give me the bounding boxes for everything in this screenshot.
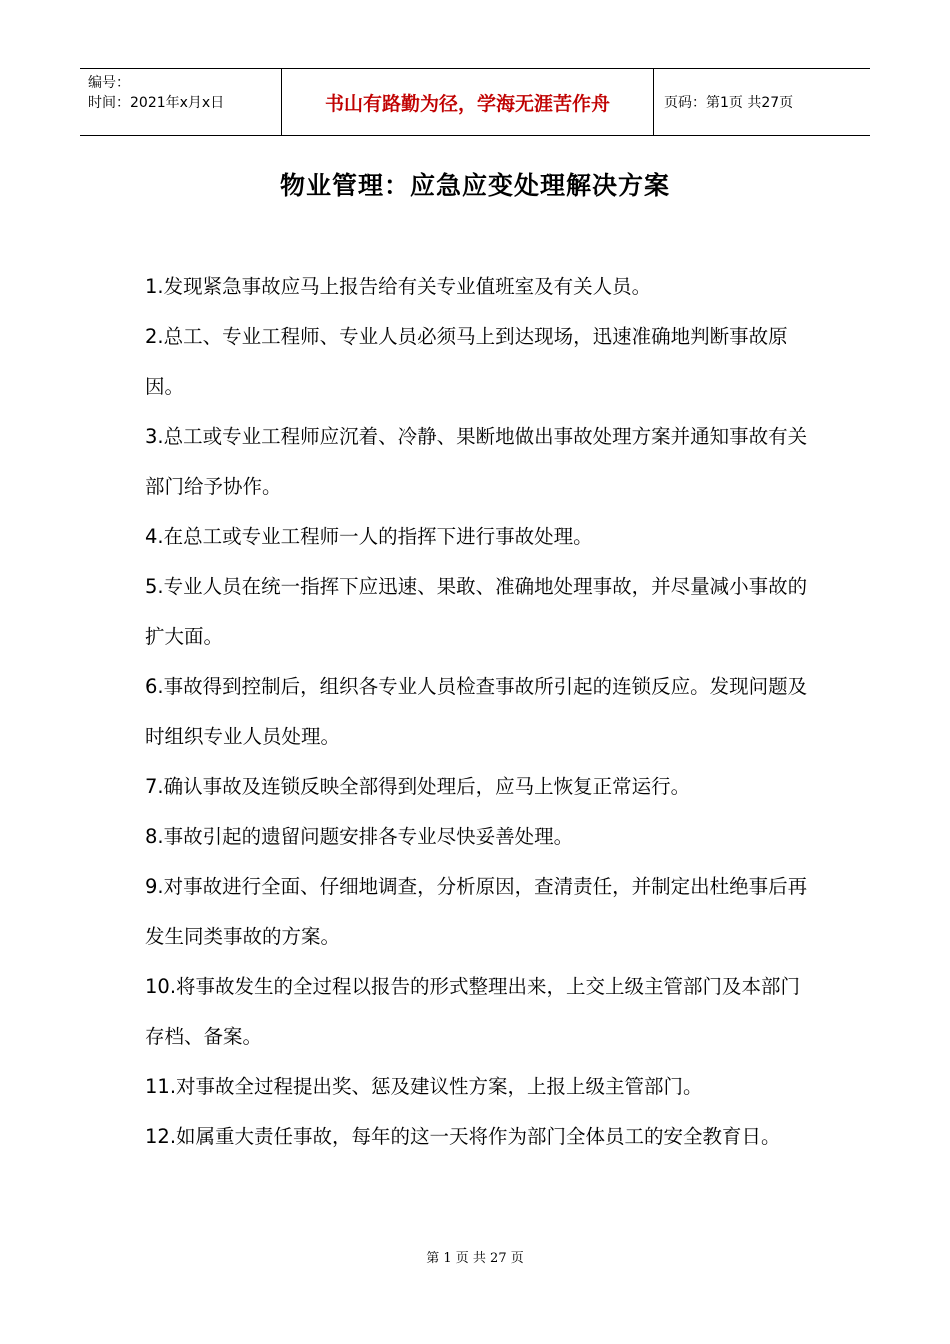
item-number: 4.: [145, 525, 164, 548]
list-item: [145, 262, 813, 312]
list-item: [145, 962, 813, 1062]
list-item: [145, 562, 813, 662]
item-number: 9.: [145, 875, 164, 898]
item-text: 对事故全过程提出奖、惩及建议性方案，上报上级主管部门。: [176, 1075, 703, 1098]
item-text: 发现紧急事故应马上报告给有关专业值班室及有关人员。: [163, 275, 652, 298]
item-text: 专业人员在统一指挥下应迅速、果敢、准确地处理事故，并尽量减小事故的扩大面。: [145, 575, 808, 648]
page-footer: 第 1 页 共 27 页: [426, 1251, 524, 1266]
item-number: 8.: [145, 825, 164, 848]
item-number: 2.: [145, 325, 164, 348]
list-item: [145, 312, 813, 412]
list-item: [145, 812, 813, 862]
list-item: [145, 512, 813, 562]
item-text: 将事故发生的全过程以报告的形式整理出来，上交上级主管部门及本部门存档、备案。: [145, 975, 801, 1048]
list-item: [145, 1112, 813, 1162]
list-item: [145, 1062, 813, 1112]
document-header: [80, 68, 870, 136]
item-number: 10.: [145, 975, 177, 998]
document-title: 物业管理：应急应变处理解决方案: [279, 171, 670, 200]
item-number: 12.: [145, 1125, 177, 1148]
document-body: [145, 262, 813, 1162]
item-text: 确认事故及连锁反映全部得到处理后，应马上恢复正常运行。: [163, 775, 691, 798]
item-text: 事故引起的遗留问题安排各专业尽快妥善处理。: [163, 825, 574, 848]
item-text: 如属重大责任事故，每年的这一天将作为部门全体员工的安全教育日。: [176, 1125, 781, 1148]
item-text: 在总工或专业工程师一人的指挥下进行事故处理。: [163, 525, 593, 548]
header-page-info: 页码：第1页 共27页: [664, 95, 794, 111]
list-item: [145, 762, 813, 812]
item-number: 11.: [145, 1075, 177, 1098]
number-label: 编号：: [88, 75, 130, 91]
header-meta: [80, 69, 282, 135]
item-text: 总工、专业工程师、专业人员必须马上到达现场，迅速准确地判断事故原因。: [145, 325, 788, 398]
item-text: 总工或专业工程师应沉着、冷静、果断地做出事故处理方案并通知事故有关部门给予协作。: [145, 425, 808, 498]
header-motto: 书山有路勤为径，学海无涯苦作舟: [282, 69, 654, 135]
list-item: [145, 862, 813, 962]
item-number: 5.: [145, 575, 164, 598]
item-text: 对事故进行全面、仔细地调查，分析原因，查清责任，并制定出杜绝事后再发生同类事故的方案。: [145, 875, 808, 948]
list-item: [145, 412, 813, 512]
item-number: 1.: [145, 275, 164, 298]
item-number: 3.: [145, 425, 164, 448]
time-label: 时间：2021年x月x日: [88, 95, 225, 111]
item-number: 6.: [145, 675, 164, 698]
list-item: [145, 662, 813, 762]
item-text: 事故得到控制后，组织各专业人员检查事故所引起的连锁反应。发现问题及时组织专业人员处理。: [145, 675, 808, 748]
item-number: 7.: [145, 775, 164, 798]
